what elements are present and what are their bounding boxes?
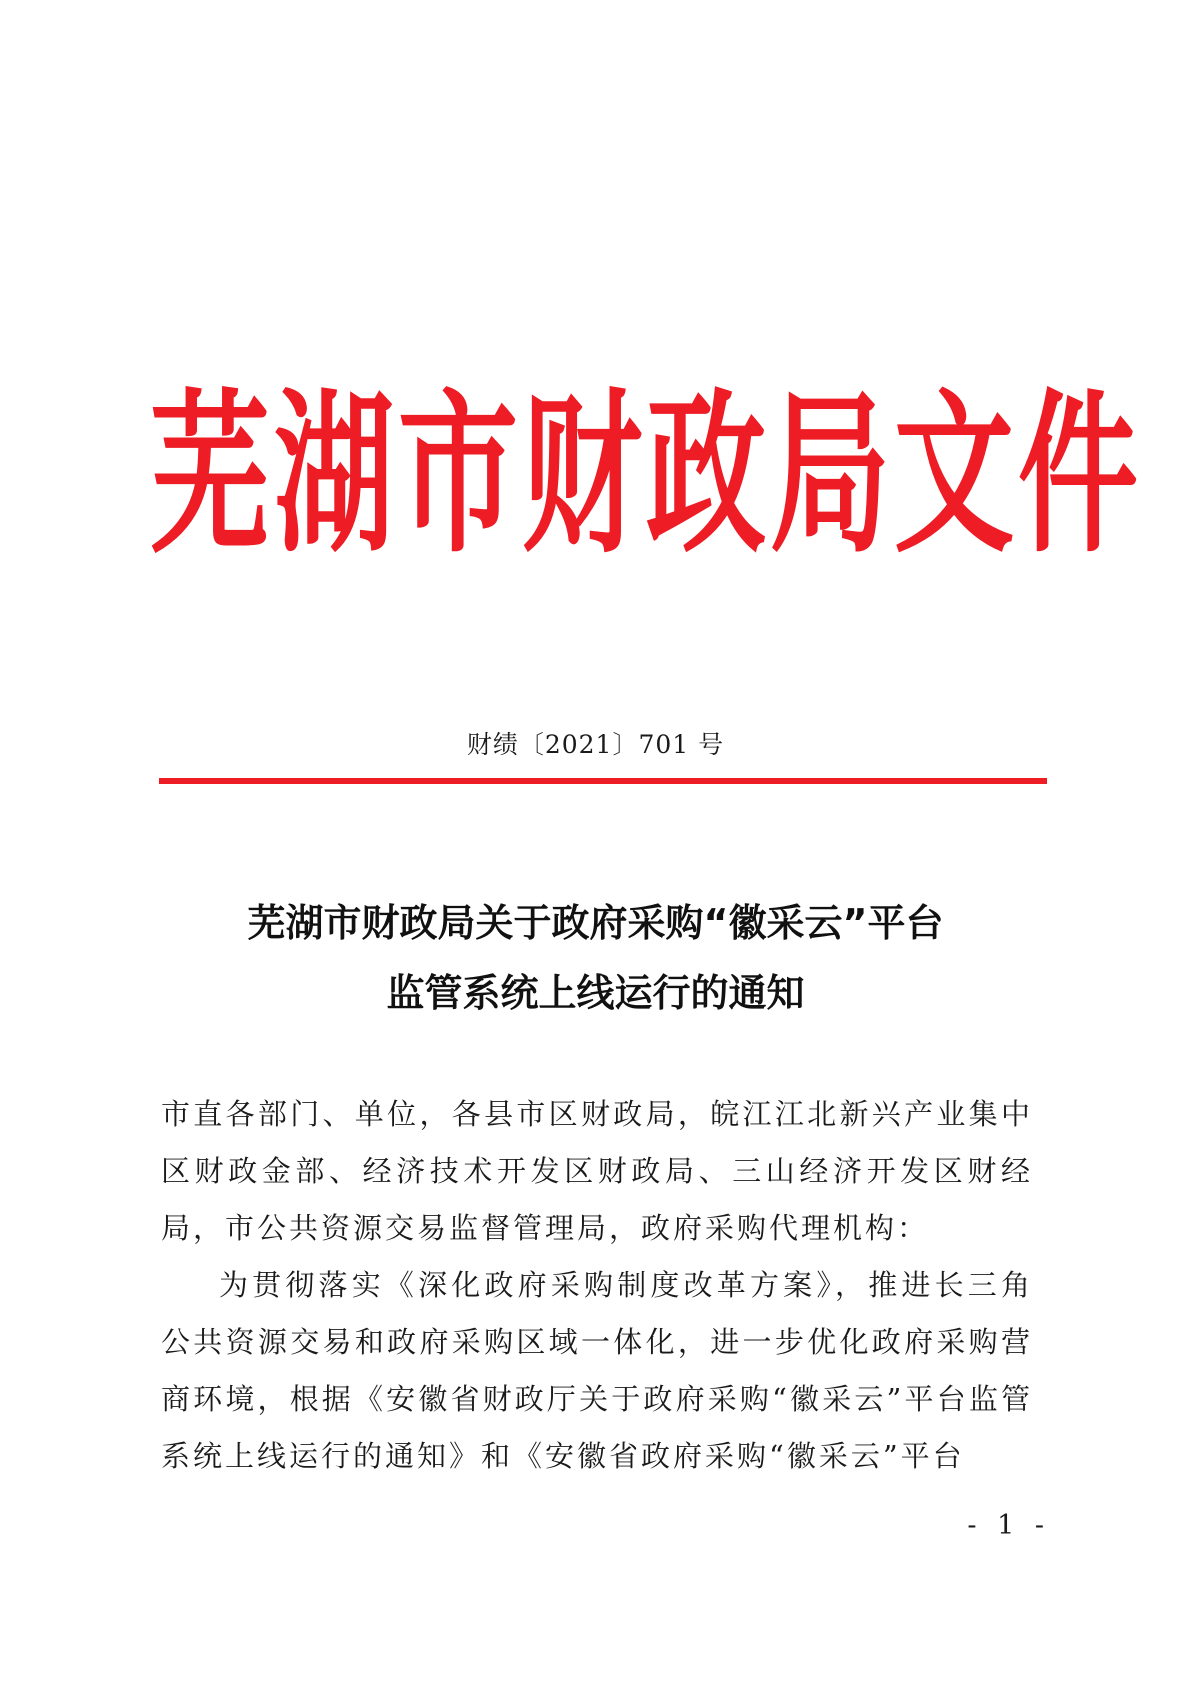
document-body — [161, 1086, 1033, 1485]
body-paragraph: 为贯彻落实《深化政府采购制度改革方案》，推进长三角公共资源交易和政府采购区域一体化，进一步优化政府采购营商环境，根据《安徽省财政厅关于政府采购“徽采云”平台监管系统上线运行的通知》和《安徽省政府采购“徽采云”平台 — [161, 1268, 1033, 1473]
addressee-paragraph: 市直各部门、单位，各县市区财政局，皖江江北新兴产业集中区财政金部、经济技术开发区财政局、三山经济开发区财经局，市公共资源交易监督管理局，政府采购代理机构： — [161, 1097, 1033, 1245]
title-line-2: 监管系统上线运行的通知 — [386, 971, 805, 1015]
document-number: 财绩〔2021〕701 号 — [466, 730, 725, 759]
title-line-1: 芜湖市财政局关于政府采购“徽采云”平台 — [247, 901, 944, 945]
red-divider-line — [159, 778, 1047, 784]
page-number: - 1 - — [967, 1510, 1050, 1541]
issuer-masthead: 芜湖市财政局文件 — [150, 375, 1142, 578]
document-title — [150, 888, 1041, 1028]
